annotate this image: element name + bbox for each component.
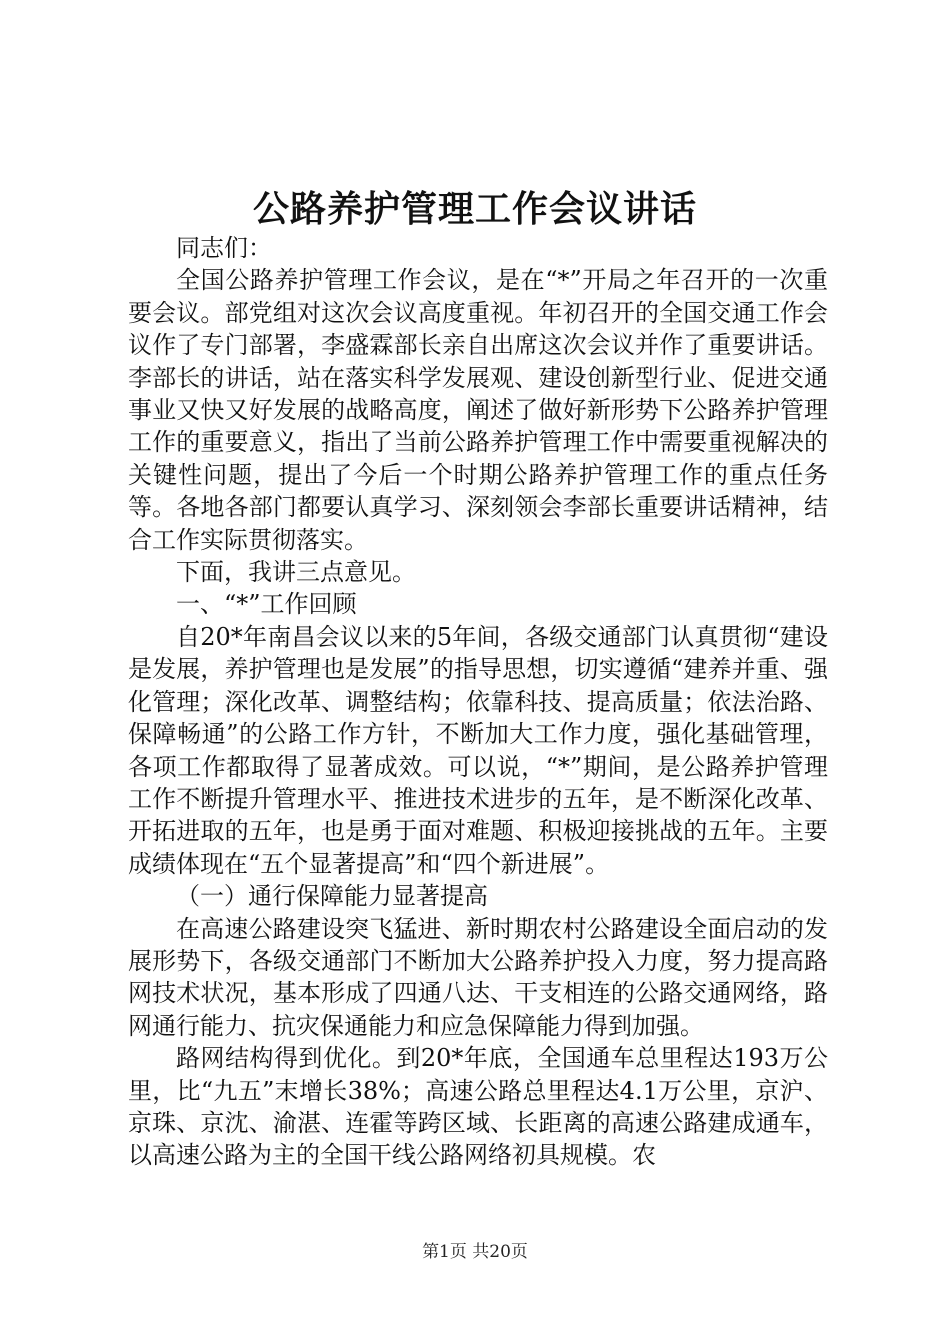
body-paragraph: 下面，我讲三点意见。 [176, 558, 416, 587]
page-number-footer: 第1页 共20页 [422, 1242, 528, 1262]
body-paragraph: 全国公路养护管理工作会议，是在“*”开局之年召开的一次重要会议。部党组对这次会议高度重视。年初召开的全国交通工作会议作了专门部署，李盛霖部长亲自出席这次会议并作了重要讲话。李部长的讲话，站在落实科学发展观、建设创新型行业、促进交通事业又快又好发展的战略高度，阐述了做好新形势下公路养护管理工作的重要意义，指出了当前公路养护管理工作中需要重视解决的关键性问题，提出了今后一个时期公路养护管理工作的重点任务等。各地各部门都要认真学习、深刻领会李部长重要讲话精神，结合工作实际贯彻落实。 [128, 266, 828, 554]
document-title: 公路养护管理工作会议讲话 [252, 188, 697, 230]
body-paragraph: 在高速公路建设突飞猛进、新时期农村公路建设全面启动的发展形势下，各级交通部门不断加大公路养护投入力度，努力提高路网技术状况，基本形成了四通八达、干支相连的公路交通网络，路网通行能力、抗灾保通能力和应急保障能力得到加强。 [128, 914, 828, 1040]
body-paragraph: 自20*年南昌会议以来的5年间，各级交通部门认真贯彻“建设是发展，养护管理也是发展”的指导思想，切实遵循“建养并重、强化管理；深化改革、调整结构；依靠科技、提高质量；依法治路、保障畅通”的公路工作方针，不断加大工作力度，强化基础管理，各项工作都取得了显著成效。可以说，“*”期间，是公路养护管理工作不断提升管理水平、推进技术进步的五年，是不断深化改革、开拓进取的五年，也是勇于面对难题、积极迎接挑战的五年。主要成绩体现在“五个显著提高”和“四个新进展”。 [128, 622, 828, 878]
salutation-paragraph: 同志们： [176, 234, 272, 262]
section-heading: 一、“*”工作回顾 [176, 590, 357, 619]
subsection-heading: （一）通行保障能力显著提高 [176, 882, 488, 911]
body-paragraph: 路网结构得到优化。到20*年底，全国通车总里程达193万公里，比“九五”末增长38%；高速公路总里程达4.1万公里，京沪、京珠、京沈、渝湛、连霍等跨区域、长距离的高速公路建成通车，以高速公路为主的全国干线公路网络初具规模。农 [128, 1044, 828, 1170]
document-body [128, 232, 828, 1172]
